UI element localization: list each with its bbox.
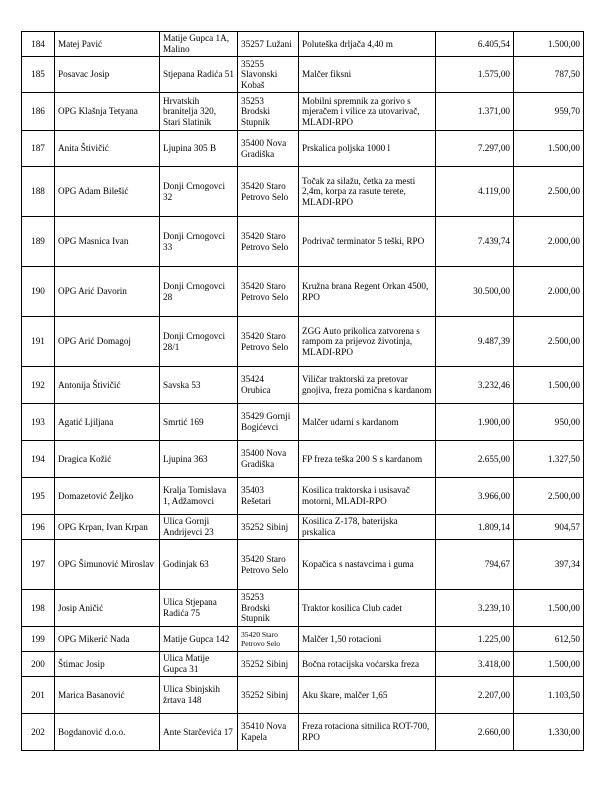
beneficiary-name: Marica Basanović — [55, 677, 160, 714]
equipment-description: Mobilni spremnik za gorivo s mjeračem i vilice za utovarivač, MLADI-RPO — [299, 93, 436, 131]
street-address: Donji Crnogovci 28 — [160, 267, 238, 317]
total-cost: 9.487,39 — [436, 317, 514, 367]
street-address: Ljupina 363 — [160, 441, 238, 478]
total-cost: 3.966,00 — [436, 478, 514, 515]
beneficiary-name: Agatić Ljiljana — [55, 404, 160, 441]
equipment-description: Kopačica s nastavcima i guma — [299, 540, 436, 590]
beneficiary-name: Anita Štivičić — [55, 131, 160, 167]
table-row — [22, 478, 584, 515]
row-number: 201 — [22, 677, 55, 714]
street-address: Smrtić 169 — [160, 404, 238, 441]
grant-amount: 787,50 — [514, 57, 584, 93]
table-row — [22, 317, 584, 367]
table-row — [22, 441, 584, 478]
table-row — [22, 267, 584, 317]
row-number: 184 — [22, 32, 55, 57]
total-cost: 2.655,00 — [436, 441, 514, 478]
beneficiary-name: Antonija Štivičić — [55, 367, 160, 404]
table-row — [22, 57, 584, 93]
row-number: 195 — [22, 478, 55, 515]
street-address: Stjepana Radića 51 — [160, 57, 238, 93]
equipment-description: Malčer 1,50 rotacioni — [299, 627, 436, 652]
postal-place: 35400 Nova Gradiška — [238, 441, 299, 478]
postal-place: 35252 Sibinj — [238, 677, 299, 714]
table-row — [22, 93, 584, 131]
grant-amount: 1.500,00 — [514, 652, 584, 677]
row-number: 198 — [22, 590, 55, 627]
street-address: Hrvatskih branitelja 320, Stari Slatinik — [160, 93, 238, 131]
postal-place: 35400 Nova Gradiška — [238, 131, 299, 167]
beneficiary-name: Matej Pavić — [55, 32, 160, 57]
total-cost: 1.371,00 — [436, 93, 514, 131]
beneficiary-name: OPG Šimunović Miroslav — [55, 540, 160, 590]
equipment-description: Kosilica Z-178, baterijska prskalica — [299, 515, 436, 540]
postal-place: 35420 Staro Petrovo Selo — [238, 317, 299, 367]
grant-amount: 1.500,00 — [514, 32, 584, 57]
table-row — [22, 515, 584, 540]
street-address: Donji Crnogovci 32 — [160, 167, 238, 217]
row-number: 191 — [22, 317, 55, 367]
grant-amount: 397,34 — [514, 540, 584, 590]
grant-amount: 1.500,00 — [514, 131, 584, 167]
grant-amount: 1.103,50 — [514, 677, 584, 714]
postal-place: 35253 Brodski Stupnik — [238, 590, 299, 627]
total-cost: 3.232,46 — [436, 367, 514, 404]
table-row — [22, 131, 584, 167]
row-number: 200 — [22, 652, 55, 677]
grant-amount: 2.000,00 — [514, 217, 584, 267]
row-number: 189 — [22, 217, 55, 267]
postal-place: 35252 Sibinj — [238, 515, 299, 540]
total-cost: 7.439,74 — [436, 217, 514, 267]
street-address: Godinjak 63 — [160, 540, 238, 590]
table-row — [22, 714, 584, 751]
total-cost: 3.239,10 — [436, 590, 514, 627]
equipment-description: Malčer fiksni — [299, 57, 436, 93]
total-cost: 1.809,14 — [436, 515, 514, 540]
beneficiary-name: Bogdanović d.o.o. — [55, 714, 160, 751]
total-cost: 1.900,00 — [436, 404, 514, 441]
grant-amount: 904,57 — [514, 515, 584, 540]
table-row — [22, 652, 584, 677]
grant-amount: 2.500,00 — [514, 478, 584, 515]
grant-amount: 959,70 — [514, 93, 584, 131]
grant-amount: 1.330,00 — [514, 714, 584, 751]
equipment-description: Poluteška drljača 4,40 m — [299, 32, 436, 57]
total-cost: 1.225,00 — [436, 627, 514, 652]
beneficiary-name: OPG Klašnja Tetyana — [55, 93, 160, 131]
equipment-description: Traktor kosilica Club cadet — [299, 590, 436, 627]
total-cost: 794,67 — [436, 540, 514, 590]
grant-amount: 612,50 — [514, 627, 584, 652]
postal-place: 35429 Gornji Bogićevci — [238, 404, 299, 441]
equipment-description: Točak za silažu, četka za mesti 2,4m, korpa za rasute terete, MLADI-RPO — [299, 167, 436, 217]
row-number: 185 — [22, 57, 55, 93]
street-address: Savska 53 — [160, 367, 238, 404]
table-row — [22, 404, 584, 441]
postal-place: 35255 Slavonski Kobaš — [238, 57, 299, 93]
equipment-description: Malčer udarni s kardanom — [299, 404, 436, 441]
postal-place: 35420 Staro Petrovo Selo — [238, 217, 299, 267]
row-number: 193 — [22, 404, 55, 441]
street-address: Matije Gupca 142 — [160, 627, 238, 652]
postal-place: 35424 Orubica — [238, 367, 299, 404]
street-address: Donji Crnogovci 28/1 — [160, 317, 238, 367]
row-number: 197 — [22, 540, 55, 590]
equipment-description: Kosilica traktorska i usisavač motorni, MLADI-RPO — [299, 478, 436, 515]
street-address: Ulica Matije Gupca 31 — [160, 652, 238, 677]
equipment-description: Podrivač terminator 5 teški, RPO — [299, 217, 436, 267]
beneficiaries-table — [21, 31, 584, 751]
grant-amount: 1.500,00 — [514, 590, 584, 627]
table-row — [22, 627, 584, 652]
table-row — [22, 677, 584, 714]
total-cost: 2.207,00 — [436, 677, 514, 714]
table-row — [22, 367, 584, 404]
row-number: 187 — [22, 131, 55, 167]
beneficiary-name: Štimac Josip — [55, 652, 160, 677]
row-number: 202 — [22, 714, 55, 751]
beneficiary-name: OPG Arić Domagoj — [55, 317, 160, 367]
street-address: Ulica Gornji Andrijevci 23 — [160, 515, 238, 540]
row-number: 199 — [22, 627, 55, 652]
row-number: 186 — [22, 93, 55, 131]
street-address: Kralja Tomislava 1, Adžamovci — [160, 478, 238, 515]
postal-place: 35410 Nova Kapela — [238, 714, 299, 751]
beneficiary-name: Dragica Kožić — [55, 441, 160, 478]
table-row — [22, 32, 584, 57]
street-address: Ulica Sbinjskih žrtava 148 — [160, 677, 238, 714]
postal-place: 35403 Rešetari — [238, 478, 299, 515]
postal-place: 35420 Staro Petrovo Selo — [238, 267, 299, 317]
table-row — [22, 217, 584, 267]
beneficiary-name: OPG Mikerić Nada — [55, 627, 160, 652]
total-cost: 1.575,00 — [436, 57, 514, 93]
total-cost: 6.405,54 — [436, 32, 514, 57]
equipment-description: Kružna brana Regent Orkan 4500, RPO — [299, 267, 436, 317]
row-number: 192 — [22, 367, 55, 404]
postal-place: 35420 Staro Petrovo Selo — [238, 627, 299, 652]
total-cost: 3.418,00 — [436, 652, 514, 677]
street-address: Donji Crnogovci 33 — [160, 217, 238, 267]
postal-place: 35420 Staro Petrovo Selo — [238, 540, 299, 590]
street-address: Ljupina 305 B — [160, 131, 238, 167]
table-row — [22, 540, 584, 590]
table-row — [22, 590, 584, 627]
beneficiary-name: Josip Aničić — [55, 590, 160, 627]
total-cost: 2.660,00 — [436, 714, 514, 751]
equipment-description: ZGG Auto prikolica zatvorena s rampom za prijevoz životinja, MLADI-RPO — [299, 317, 436, 367]
beneficiary-name: OPG Adam Bilešić — [55, 167, 160, 217]
beneficiary-name: OPG Masnica Ivan — [55, 217, 160, 267]
grant-amount: 1.327,50 — [514, 441, 584, 478]
beneficiary-name: Posavac Josip — [55, 57, 160, 93]
total-cost: 30.500,00 — [436, 267, 514, 317]
grant-amount: 1.500,00 — [514, 367, 584, 404]
postal-place: 35252 Sibinj — [238, 652, 299, 677]
row-number: 190 — [22, 267, 55, 317]
street-address: Matije Gupca 1A, Malino — [160, 32, 238, 57]
row-number: 188 — [22, 167, 55, 217]
equipment-description: Freza rotaciona sitnilica ROT-700, RPO — [299, 714, 436, 751]
postal-place: 35257 Lužani — [238, 32, 299, 57]
street-address: Ante Starčevića 17 — [160, 714, 238, 751]
table-row — [22, 167, 584, 217]
equipment-description: Prskalica poljska 1000 l — [299, 131, 436, 167]
equipment-description: FP freza teška 200 S s kardanom — [299, 441, 436, 478]
total-cost: 4.119,00 — [436, 167, 514, 217]
row-number: 194 — [22, 441, 55, 478]
total-cost: 7.297,00 — [436, 131, 514, 167]
grant-amount: 950,00 — [514, 404, 584, 441]
grant-amount: 2.000,00 — [514, 267, 584, 317]
beneficiary-name: OPG Krpan, Ivan Krpan — [55, 515, 160, 540]
equipment-description: Aku škare, malčer 1,65 — [299, 677, 436, 714]
beneficiary-name: OPG Arić Davorin — [55, 267, 160, 317]
grant-amount: 2.500,00 — [514, 167, 584, 217]
equipment-description: Bočna rotacijska voćarska freza — [299, 652, 436, 677]
postal-place: 35253 Brodski Stupnik — [238, 93, 299, 131]
postal-place: 35420 Staro Petrovo Selo — [238, 167, 299, 217]
beneficiary-name: Domazetović Željko — [55, 478, 160, 515]
row-number: 196 — [22, 515, 55, 540]
street-address: Ulica Stjepana Radića 75 — [160, 590, 238, 627]
grant-amount: 2.500,00 — [514, 317, 584, 367]
equipment-description: Viličar traktorski za pretovar gnojiva, freza pomična s kardanom — [299, 367, 436, 404]
